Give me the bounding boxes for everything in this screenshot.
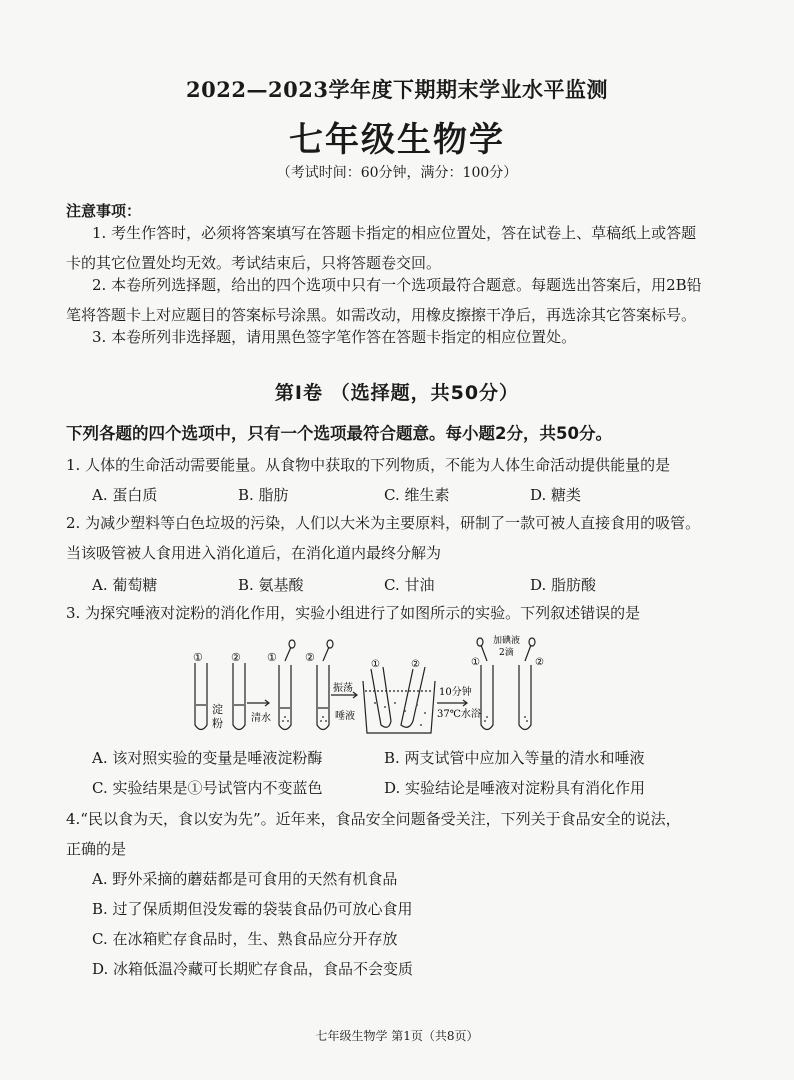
notice-item-2 <box>66 270 726 330</box>
q3-option-b[interactable]: B. 两支试管中应加入等量的清水和唾液 <box>384 749 645 767</box>
fig-bath-label: 37℃水浴 <box>437 709 481 720</box>
fig-tube3-label: ① <box>267 651 277 664</box>
question-4-options <box>92 864 732 984</box>
q4-stem-line2: 正确的是 <box>66 840 127 858</box>
notice-heading: 注意事项： <box>66 202 142 220</box>
notice-item-3 <box>66 322 726 352</box>
fig-tube6-label: ② <box>535 657 544 668</box>
question-1-options <box>92 484 732 505</box>
notice-item-1-line2: 卡的其它位置处均无效。考试结束后，只将答题卷交回。 <box>66 254 442 272</box>
fig-tube5-label: ① <box>471 657 480 668</box>
q1-option-a[interactable]: A. 蛋白质 <box>92 486 158 504</box>
exam-info: （考试时间：60分钟，满分：100分） <box>276 165 518 181</box>
fig-beaker-tube2-label: ② <box>411 659 420 670</box>
subject-title: 七年级生物学 <box>289 120 505 160</box>
experiment-figure <box>185 633 565 743</box>
section-instruction: 下列各题的四个选项中，只有一个选项最符合题意。每小题2分，共50分。 <box>66 424 612 443</box>
question-3-options-row1 <box>92 747 732 768</box>
q4-stem-line1: 4.“民以食为天，食以安为先”。近年来，食品安全问题备受关注，下列关于食品安全的说法， <box>66 810 681 828</box>
fig-tube4-label: ② <box>305 651 315 664</box>
notice-item-3-text: 3. 本卷所列非选择题，请用黑色签字笔作答在答题卡指定的相应位置处。 <box>92 328 577 346</box>
q4-option-a[interactable]: A. 野外采摘的蘑菇都是可食用的天然有机食品 <box>92 870 398 888</box>
question-2-options <box>92 574 732 595</box>
question-4-stem <box>66 804 736 864</box>
fig-saliva-label: 唾液 <box>335 711 355 722</box>
q4-option-c[interactable]: C. 在冰箱贮存食品时，生、熟食品应分开存放 <box>92 930 398 948</box>
fig-water-label: 清水 <box>251 713 271 724</box>
question-3-options-row2 <box>92 777 732 798</box>
exam-title: 2022—2023学年度下期期末学业水平监测 <box>186 77 608 102</box>
fig-starch-label-1: 淀 <box>212 703 223 716</box>
question-2-stem <box>66 508 736 568</box>
fig-shake-label: 振荡 <box>333 683 353 694</box>
notice-item-1-line1: 1. 考生作答时，必须将答案填写在答题卡指定的相应位置处，答在试卷上、草稿纸上或答题 <box>92 224 697 242</box>
q2-option-b[interactable]: B. 氨基酸 <box>238 576 304 594</box>
question-3-stem: 3. 为探究唾液对淀粉的消化作用，实验小组进行了如图所示的实验。下列叙述错误的是 <box>66 604 641 622</box>
q3-option-c[interactable]: C. 实验结果是①号试管内不变蓝色 <box>92 779 323 797</box>
q1-option-c[interactable]: C. 维生素 <box>384 486 450 504</box>
q2-stem-line2: 当该吸管被人食用进入消化道后，在消化道内最终分解为 <box>66 544 442 562</box>
q1-option-b[interactable]: B. 脂肪 <box>238 486 289 504</box>
fig-tube1-label: ① <box>193 651 203 664</box>
fig-starch-label-2: 粉 <box>212 717 223 730</box>
fig-iodine-label-1: 加碘液 <box>493 636 521 646</box>
fig-beaker-tube1-label: ① <box>371 659 380 670</box>
fig-iodine-label-2: 2滴 <box>499 648 514 658</box>
q2-stem-line1: 2. 为减少塑料等白色垃圾的污染，人们以大米为主要原料，研制了一款可被人直接食用的吸管。 <box>66 514 701 532</box>
notice-item-2-line1: 2. 本卷所列选择题，给出的四个选项中只有一个选项最符合题意。每题选出答案后，用2B铅 <box>92 276 702 294</box>
fig-tube2-label: ② <box>231 651 241 664</box>
q3-option-a[interactable]: A. 该对照实验的变量是唾液淀粉酶 <box>92 749 323 767</box>
section-title: 第Ⅰ卷 （选择题，共50分） <box>274 382 520 404</box>
q4-option-d[interactable]: D. 冰箱低温冷藏可长期贮存食品，食品不会变质 <box>92 960 414 978</box>
q2-option-a[interactable]: A. 葡萄糖 <box>92 576 158 594</box>
notice-item-2-line2: 笔将答题卡上对应题目的答案标号涂黑。如需改动，用橡皮擦擦干净后，再选涂其它答案标号。 <box>66 306 697 324</box>
q4-option-b[interactable]: B. 过了保质期但没发霉的袋装食品仍可放心食用 <box>92 900 413 918</box>
q2-option-d[interactable]: D. 脂肪酸 <box>530 576 597 594</box>
notice-item-1 <box>66 218 726 278</box>
fig-time-label: 10分钟 <box>439 687 472 698</box>
page-footer: 七年级生物学 第1页（共8页） <box>315 1029 479 1043</box>
question-1-stem: 1. 人体的生命活动需要能量。从食物中获取的下列物质，不能为人体生命活动提供能量的是 <box>66 456 671 474</box>
q3-option-d[interactable]: D. 实验结论是唾液对淀粉具有消化作用 <box>384 779 646 797</box>
q2-option-c[interactable]: C. 甘油 <box>384 576 435 594</box>
q1-option-d[interactable]: D. 糖类 <box>530 486 582 504</box>
